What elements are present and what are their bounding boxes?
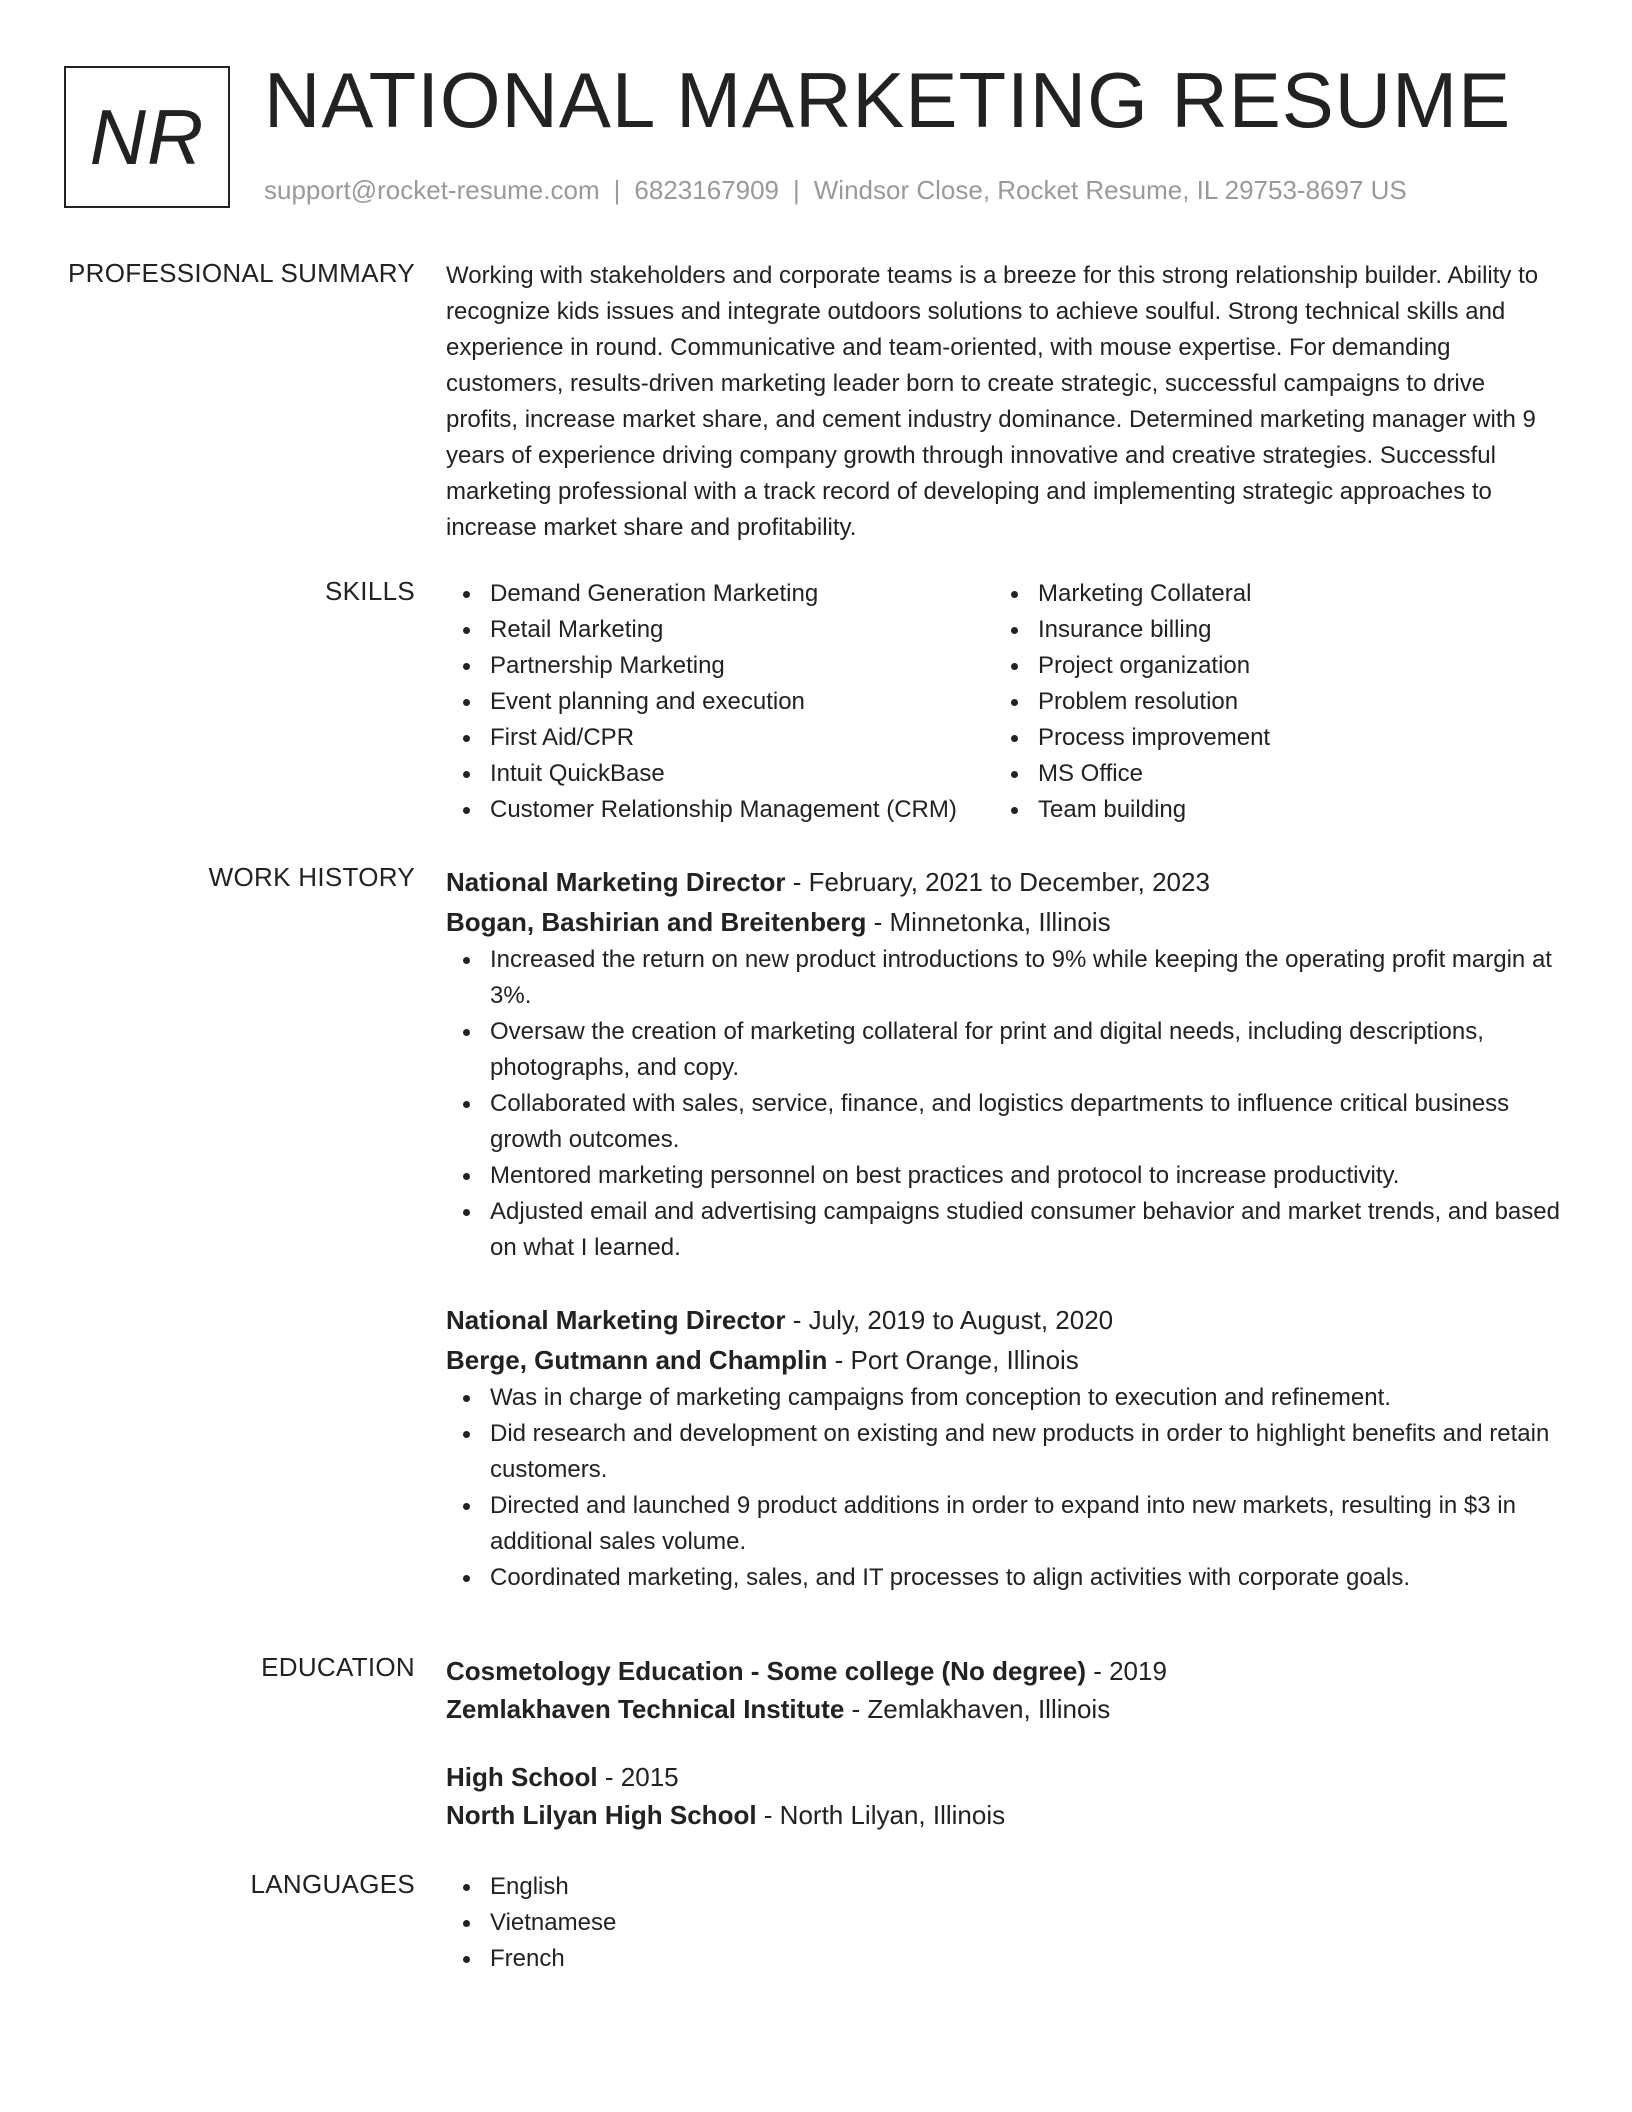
education-degree: Cosmetology Education - Some college (No degree): [446, 1656, 1086, 1686]
list-item: Vietnamese: [490, 1905, 1562, 1941]
education-school: Zemlakhaven Technical Institute: [446, 1694, 845, 1724]
list-item: Retail Marketing: [490, 612, 994, 648]
list-item: Customer Relationship Management (CRM): [490, 792, 994, 828]
job-company-line: [446, 1340, 1562, 1380]
job-title: National Marketing Director: [446, 1305, 786, 1335]
job-dates: - February, 2021 to December, 2023: [785, 867, 1210, 897]
list-item: French: [490, 1941, 1562, 1977]
list-item: Adjusted email and advertising campaigns studied consumer behavior and market trends, and based on what I learned.: [490, 1194, 1562, 1266]
list-item: Process improvement: [1038, 720, 1542, 756]
summary-text: Working with stakeholders and corporate teams is a breeze for this strong relationship builder. Ability to recognize kids issues and integrate outdoors solutions to achieve soulful. Strong technical skills and experience in round. Communicative and team-oriented, with mouse expertise. For demanding customers, results-driven marketing leader born to create strategic, successful campaigns to drive profits, increase market share, and cement industry dominance. Determined marketing manager with 9 years of experience driving company growth through innovative and creative strategies. Successful marketing professional with a track record of developing and implementing strategic approaches to increase market share and profitability.: [446, 262, 1539, 541]
education-entry: [446, 1652, 1562, 1728]
section-heading: LANGUAGES: [250, 1869, 415, 1899]
education-location: - Zemlakhaven, Illinois: [844, 1694, 1111, 1724]
skills-list-left: [446, 576, 994, 828]
list-item: Insurance billing: [1038, 612, 1542, 648]
job-company: Bogan, Bashirian and Breitenberg: [446, 907, 867, 937]
list-item: Marketing Collateral: [1038, 576, 1542, 612]
job-company: Berge, Gutmann and Champlin: [446, 1345, 828, 1375]
education-degree-line: [446, 1652, 1562, 1690]
section-heading: SKILLS: [325, 576, 415, 606]
list-item: Directed and launched 9 product additions in order to expand into new markets, resulting in $3 in additional sales volume.: [490, 1488, 1562, 1560]
list-item: Collaborated with sales, service, finance, and logistics departments to influence critical business growth outcomes.: [490, 1086, 1562, 1158]
education-entry: [446, 1758, 1562, 1834]
section-heading: PROFESSIONAL SUMMARY: [68, 258, 415, 288]
job-dates: - July, 2019 to August, 2020: [785, 1305, 1114, 1335]
job-location: - Minnetonka, Illinois: [866, 907, 1111, 937]
monogram-badge: [64, 66, 230, 208]
list-item: Problem resolution: [1038, 684, 1542, 720]
list-item: Was in charge of marketing campaigns from conception to execution and refinement.: [490, 1380, 1562, 1416]
contact-separator: |: [613, 175, 621, 205]
education-school: North Lilyan High School: [446, 1800, 757, 1830]
skills-body: [446, 576, 1562, 828]
job-title: National Marketing Director: [446, 867, 786, 897]
work-history-body: [446, 862, 1562, 1630]
list-item: Intuit QuickBase: [490, 756, 994, 792]
monogram-initials: NR: [89, 92, 205, 181]
list-item: MS Office: [1038, 756, 1542, 792]
education-school-line: [446, 1796, 1562, 1834]
job-title-line: [446, 862, 1562, 902]
list-item: Coordinated marketing, sales, and IT processes to align activities with corporate goals.: [490, 1560, 1562, 1596]
list-item: First Aid/CPR: [490, 720, 994, 756]
contact-separator: |: [793, 175, 800, 205]
list-item: Project organization: [1038, 648, 1542, 684]
list-item: Mentored marketing personnel on best practices and protocol to increase productivity.: [490, 1158, 1562, 1194]
list-item: English: [490, 1869, 1562, 1905]
section-heading: EDUCATION: [261, 1652, 415, 1682]
list-item: Demand Generation Marketing: [490, 576, 994, 612]
list-item: Increased the return on new product introductions to 9% while keeping the operating profit margin at 3%.: [490, 942, 1562, 1014]
job-company-line: [446, 902, 1562, 942]
education-degree: High School: [446, 1762, 598, 1792]
languages-list: [446, 1869, 1562, 1977]
job-entry: [446, 1300, 1562, 1596]
job-bullets: [446, 1380, 1562, 1596]
list-item: Oversaw the creation of marketing collateral for print and digital needs, including descriptions, photographs, and copy.: [490, 1014, 1562, 1086]
contact-address: Windsor Close, Rocket Resume, IL 29753-8697 US: [813, 175, 1407, 205]
summary-body: [446, 258, 1562, 546]
list-item: Team building: [1038, 792, 1542, 828]
contact-phone[interactable]: 6823167909: [634, 175, 779, 205]
languages-body: [446, 1869, 1562, 1977]
list-item: Event planning and execution: [490, 684, 994, 720]
skills-list-right: [994, 576, 1542, 828]
job-bullets: [446, 942, 1562, 1266]
list-item: Partnership Marketing: [490, 648, 994, 684]
job-location: - Port Orange, Illinois: [827, 1345, 1079, 1375]
section-heading: WORK HISTORY: [208, 862, 415, 892]
education-degree-line: [446, 1758, 1562, 1796]
education-body: [446, 1652, 1562, 1864]
resume-title: NATIONAL MARKETING RESUME: [264, 56, 1512, 144]
education-year: - 2015: [597, 1762, 679, 1792]
education-school-line: [446, 1690, 1562, 1728]
job-title-line: [446, 1300, 1562, 1340]
list-item: Did research and development on existing and new products in order to highlight benefits and retain customers.: [490, 1416, 1562, 1488]
education-year: - 2019: [1085, 1656, 1167, 1686]
job-entry: [446, 862, 1562, 1266]
contact-line: [264, 175, 1407, 206]
education-location: - North Lilyan, Illinois: [756, 1800, 1006, 1830]
contact-email[interactable]: support@rocket-resume.com: [264, 175, 600, 205]
